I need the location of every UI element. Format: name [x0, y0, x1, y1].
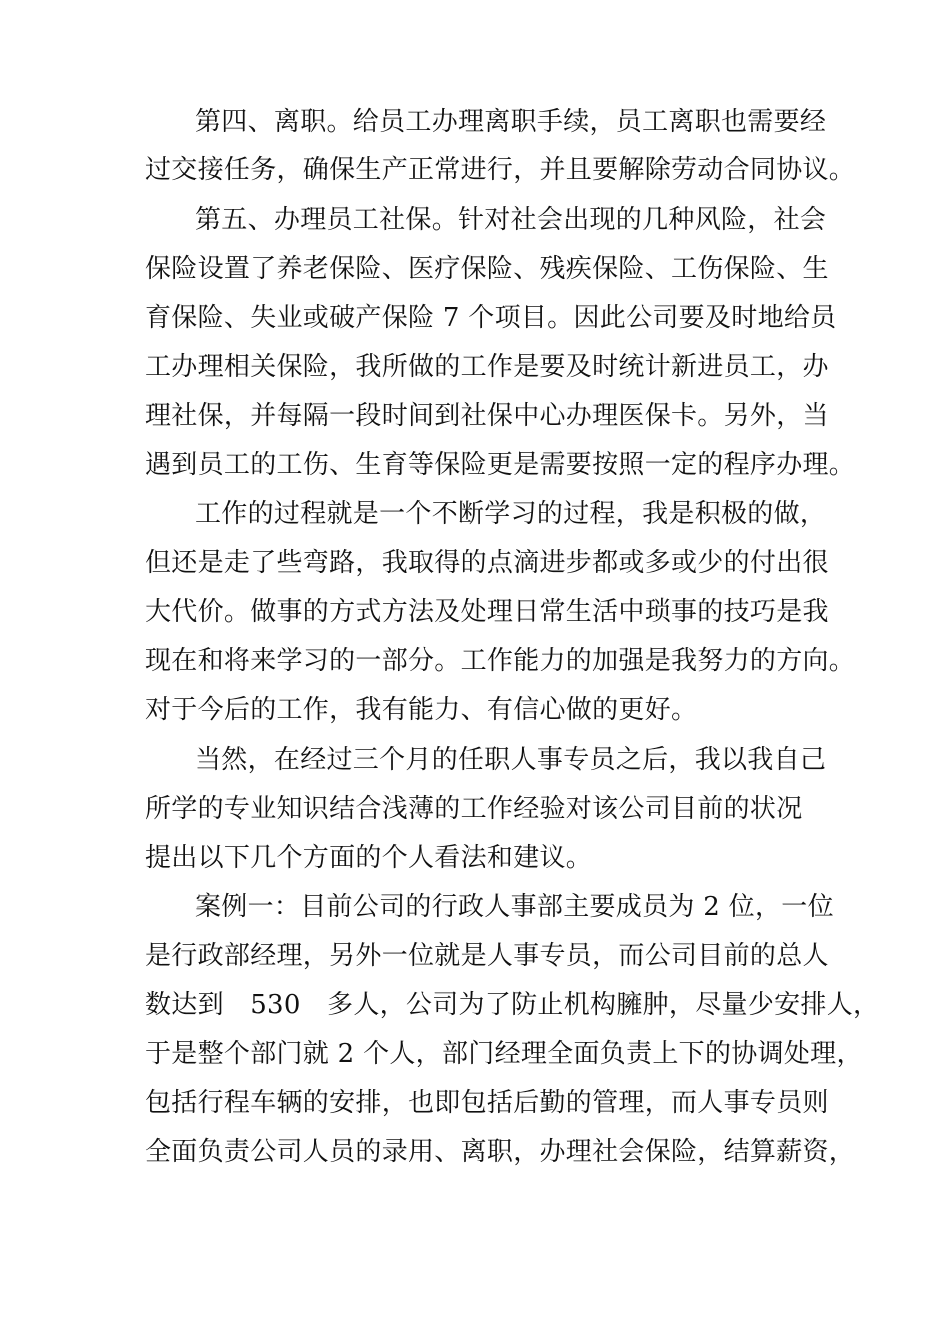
text-line: 第四、离职。给员工办理离职手续，员工离职也需要经: [195, 107, 827, 137]
text-line: 包括行程车辆的安排，也即包括后勤的管理，而人事专员则: [145, 1088, 829, 1118]
text-line: 遇到员工的工伤、生育等保险更是需要按照一定的程序办理。: [145, 450, 856, 480]
text-line: 提出以下几个方面的个人看法和建议。: [145, 843, 593, 873]
text-line: 保险设置了养老保险、医疗保险、残疾保险、工伤保险、生: [145, 254, 829, 284]
text-line: 是行政部经理，另外一位就是人事专员，而公司目前的总人: [145, 941, 829, 971]
text-line: 全面负责公司人员的录用、离职，办理社会保险，结算薪资，: [145, 1137, 856, 1167]
text-line: 但还是走了些弯路，我取得的点滴进步都或多或少的付出很: [145, 548, 829, 578]
text-line: 工作的过程就是一个不断学习的过程，我是积极的做，: [195, 499, 827, 529]
text-line: 当然，在经过三个月的任职人事专员之后，我以我自己: [195, 745, 827, 775]
text-line: 现在和将来学习的一部分。工作能力的加强是我努力的方向。: [145, 646, 856, 676]
text-line: 第五、办理员工社保。针对社会出现的几种风险，社会: [195, 205, 827, 235]
text-line: 工办理相关保险，我所做的工作是要及时统计新进员工，办: [145, 352, 829, 382]
text-line: 于是整个部门就 2 个人，部门经理全面负责上下的协调处理，: [145, 1039, 863, 1069]
text-line: 所学的专业知识结合浅薄的工作经验对该公司目前的状况: [145, 794, 803, 824]
text-line: 大代价。做事的方式方法及处理日常生活中琐事的技巧是我: [145, 597, 829, 627]
text-line: 案例一：目前公司的行政人事部主要成员为 2 位，一位: [195, 892, 834, 922]
text-line: 对于今后的工作，我有能力、有信心做的更好。: [145, 695, 698, 725]
text-line: 理社保，并每隔一段时间到社保中心办理医保卡。另外，当: [145, 401, 829, 431]
text-line: 育保险、失业或破产保险 7 个项目。因此公司要及时地给员: [145, 303, 837, 333]
text-line: 过交接任务，确保生产正常进行，并且要解除劳动合同协议。: [145, 155, 856, 185]
text-line: 数达到 530 多人，公司为了防止机构臃肿，尽量少安排人，: [145, 990, 880, 1020]
